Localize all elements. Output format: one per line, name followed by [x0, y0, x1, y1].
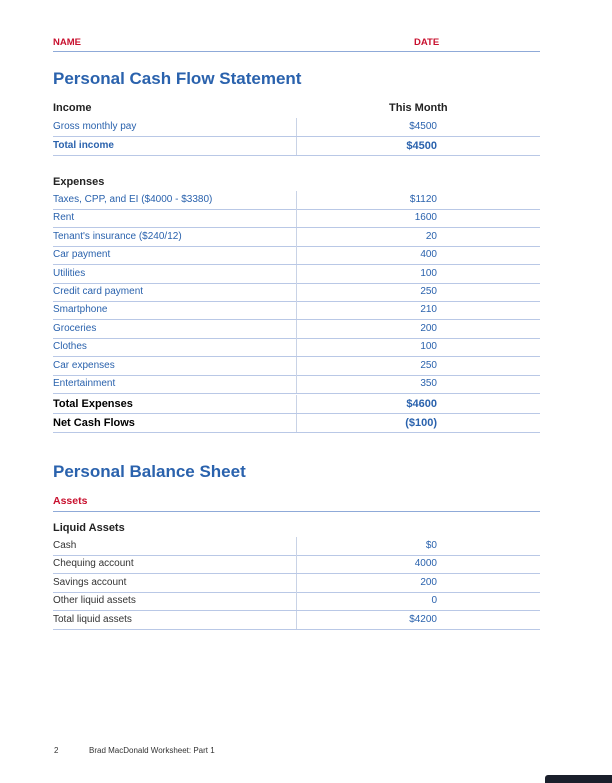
- row-value: $1120: [409, 194, 437, 205]
- row-label: Car expenses: [53, 359, 115, 371]
- row-label: Clothes: [53, 341, 87, 353]
- income-row: [53, 118, 540, 137]
- row-value: 200: [420, 576, 437, 588]
- row-label: Tenant's insurance ($240/12): [53, 230, 182, 242]
- row-label: Gross monthly pay: [53, 121, 137, 132]
- row-label: Other liquid assets: [53, 595, 136, 607]
- table-row: [53, 555, 540, 574]
- row-label: Utilities: [53, 267, 86, 279]
- row-value: 0: [431, 595, 437, 607]
- footer-text: Brad MacDonald Worksheet: Part 1: [89, 746, 215, 755]
- row-value: ($100): [405, 417, 437, 429]
- row-value: 250: [420, 359, 437, 371]
- row-value: $4500: [409, 121, 437, 132]
- table-row: [53, 574, 540, 593]
- table-row: [53, 301, 540, 320]
- row-label: Net Cash Flows: [53, 417, 135, 429]
- corner-toolbar[interactable]: [545, 775, 612, 783]
- date-label: DATE: [414, 37, 440, 48]
- this-month-heading: This Month: [389, 102, 448, 114]
- row-label: Total liquid assets: [53, 613, 132, 625]
- table-row: [53, 375, 540, 394]
- table-row: [53, 228, 540, 247]
- total-expenses-row: [53, 395, 540, 414]
- row-label: Credit card payment: [53, 286, 144, 297]
- assets-rule: [53, 511, 540, 512]
- net-cash-flows-row: [53, 414, 540, 433]
- table-row: [53, 338, 540, 357]
- row-value: 400: [420, 249, 437, 261]
- row-label: Total income: [53, 140, 114, 151]
- cash-flow-title: Personal Cash Flow Statement: [53, 69, 302, 88]
- table-row: [53, 537, 540, 556]
- row-label: Taxes, CPP, and EI ($4000 - $3380): [53, 194, 213, 205]
- row-label: Chequing account: [53, 558, 134, 570]
- row-value: 4000: [414, 558, 437, 570]
- total-income-row: [53, 137, 540, 156]
- row-value: 100: [420, 341, 437, 353]
- row-label: Groceries: [53, 322, 97, 334]
- row-value: 200: [420, 322, 437, 334]
- header-rule: [53, 51, 540, 52]
- income-heading: Income: [53, 102, 92, 114]
- row-label: Smartphone: [53, 304, 108, 316]
- table-row: [53, 191, 540, 210]
- page-number: 2: [54, 746, 59, 755]
- row-value: 210: [420, 304, 437, 316]
- row-label: Total Expenses: [53, 398, 133, 410]
- row-label: Rent: [53, 212, 75, 224]
- table-row: [53, 592, 540, 611]
- expenses-heading: Expenses: [53, 176, 105, 188]
- row-value: $0: [425, 540, 437, 551]
- row-value: 350: [420, 378, 437, 389]
- row-label: Cash: [53, 540, 77, 551]
- table-row: [53, 357, 540, 376]
- row-value: $4200: [409, 613, 437, 625]
- table-row: [53, 265, 540, 284]
- row-label: Car payment: [53, 249, 111, 261]
- table-row: [53, 611, 540, 630]
- row-label: Savings account: [53, 576, 127, 588]
- table-row: [53, 283, 540, 302]
- row-value: 1600: [414, 212, 437, 224]
- table-row: [53, 246, 540, 265]
- name-label: NAME: [53, 37, 81, 48]
- row-label: Entertainment: [53, 378, 116, 389]
- assets-heading: Assets: [53, 495, 88, 507]
- row-value: 250: [420, 286, 437, 297]
- row-value: $4500: [406, 140, 437, 152]
- table-row: [53, 320, 540, 339]
- liquid-assets-heading: Liquid Assets: [53, 522, 125, 534]
- balance-sheet-title: Personal Balance Sheet: [53, 462, 246, 481]
- row-value: 20: [425, 230, 437, 242]
- table-row: [53, 209, 540, 228]
- row-value: $4600: [406, 398, 437, 410]
- row-value: 100: [420, 267, 437, 279]
